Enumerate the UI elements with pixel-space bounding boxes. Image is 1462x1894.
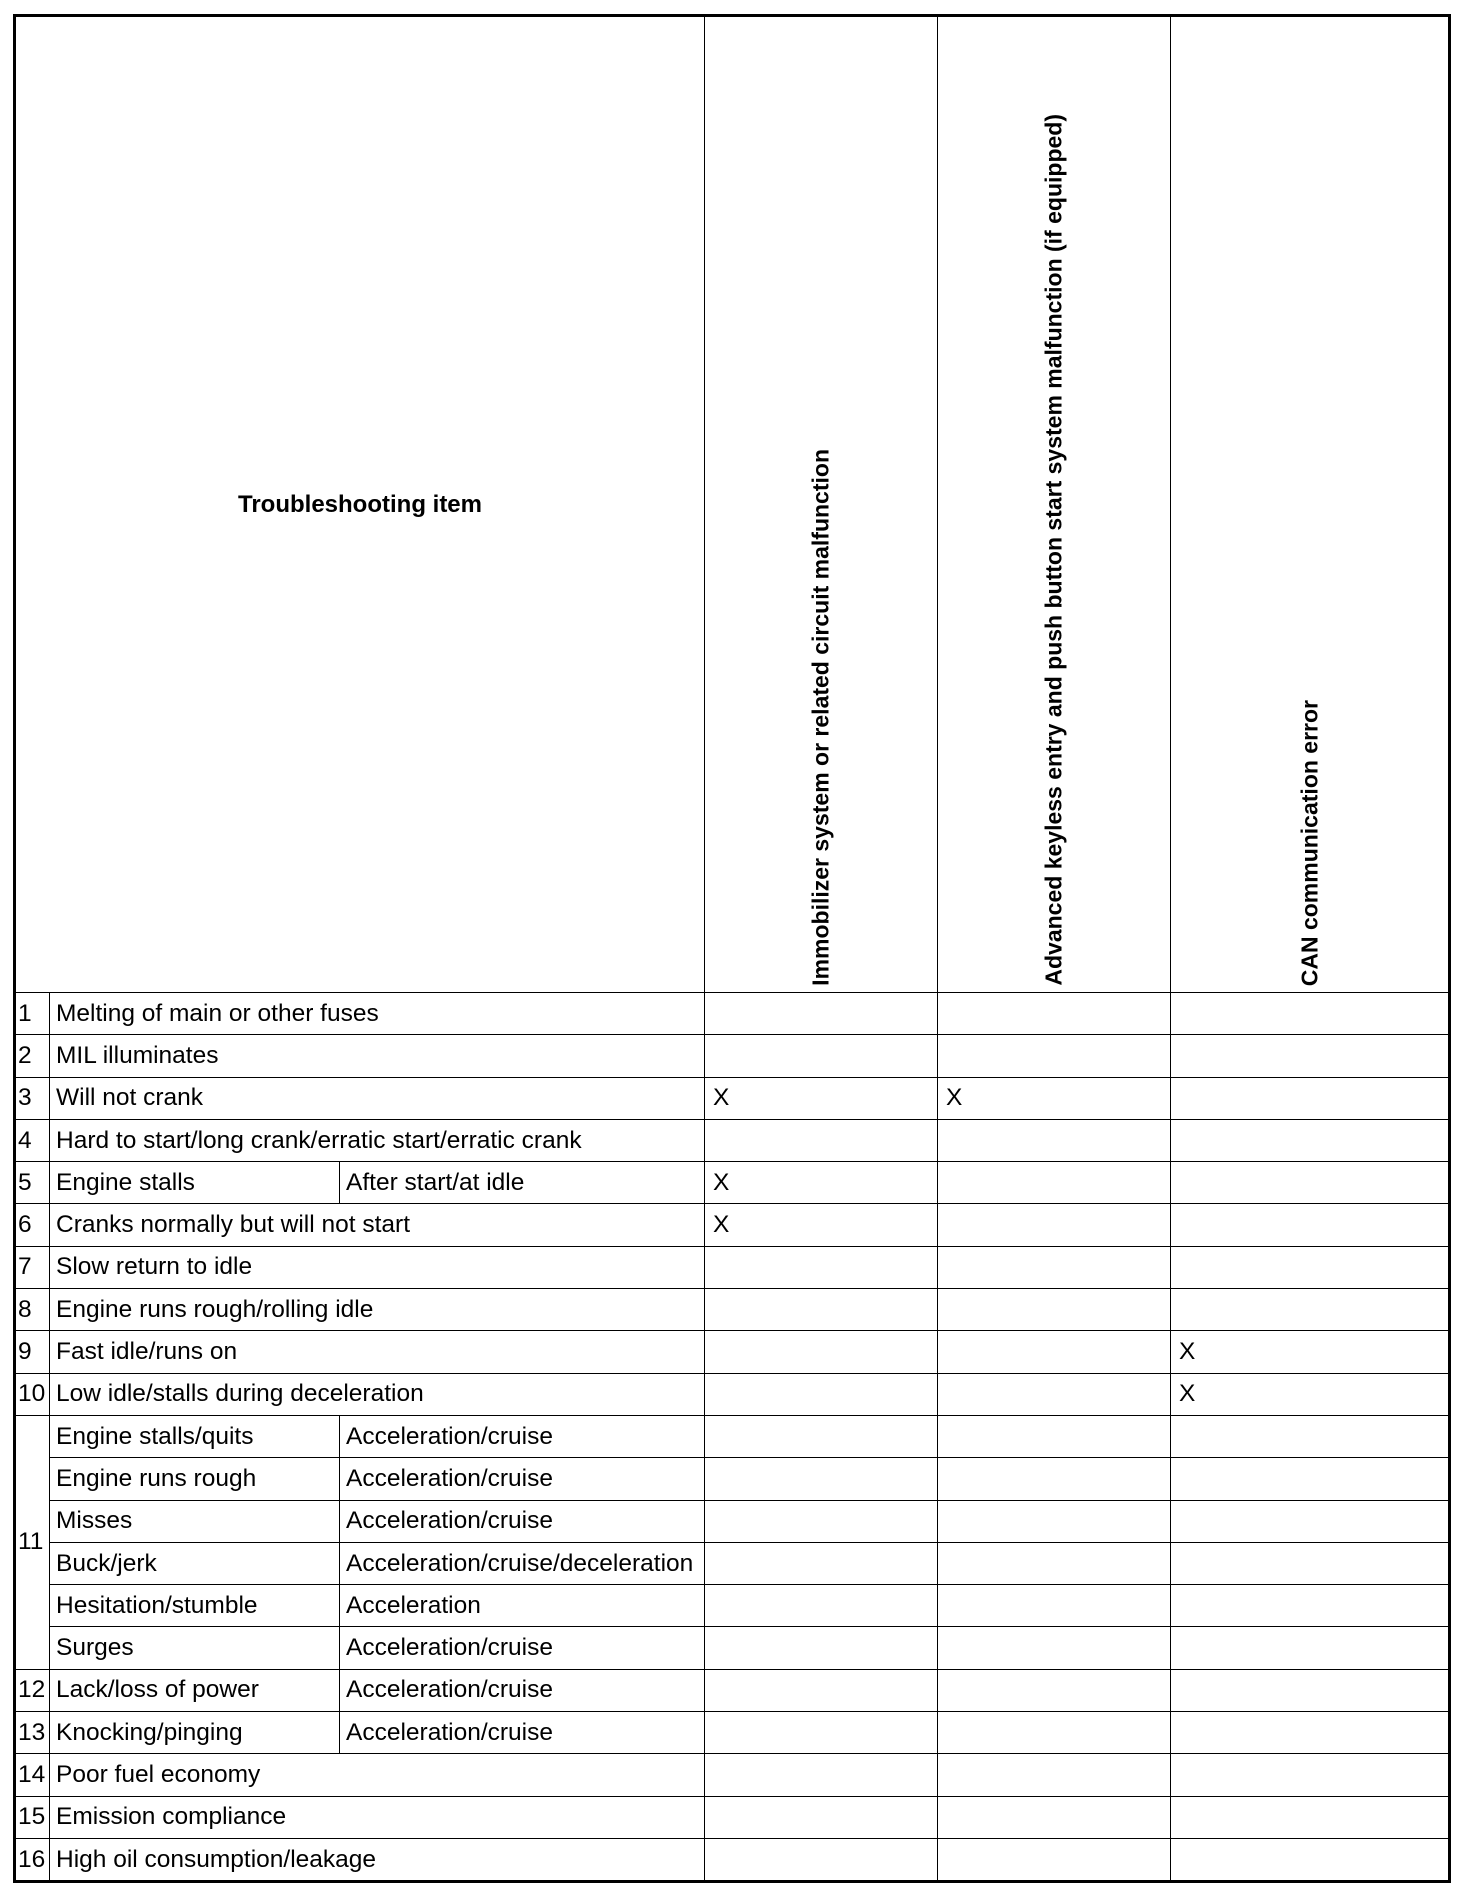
check-mark-cell xyxy=(705,1585,938,1627)
troubleshooting-item: Cranks normally but will not start xyxy=(50,1204,705,1246)
row-number: 1 xyxy=(15,993,50,1035)
check-mark-cell: X xyxy=(938,1077,1171,1119)
troubleshooting-item: Poor fuel economy xyxy=(50,1754,705,1796)
column-header-label: Advanced keyless entry and push button start system malfunction (if equipped) xyxy=(1040,114,1067,986)
check-mark-cell xyxy=(938,1627,1171,1669)
troubleshooting-item: Slow return to idle xyxy=(50,1246,705,1288)
row-number: 5 xyxy=(15,1162,50,1204)
check-mark-cell xyxy=(705,1500,938,1542)
check-mark-cell xyxy=(1171,993,1450,1035)
check-mark-cell xyxy=(705,1669,938,1711)
check-mark-cell xyxy=(938,1415,1171,1457)
row-number: 8 xyxy=(15,1289,50,1331)
check-mark-cell xyxy=(938,1458,1171,1500)
check-mark-cell xyxy=(705,1542,938,1584)
column-header-keyless-entry xyxy=(938,16,1171,993)
check-mark-cell xyxy=(938,1035,1171,1077)
check-mark-cell xyxy=(1171,1838,1450,1881)
check-mark-cell: X xyxy=(705,1204,938,1246)
check-mark-cell xyxy=(938,1119,1171,1161)
troubleshooting-item: Engine runs rough xyxy=(50,1458,340,1500)
troubleshooting-item: Hesitation/stumble xyxy=(50,1585,340,1627)
column-header-can-communication xyxy=(1171,16,1450,993)
check-mark-cell xyxy=(705,1331,938,1373)
check-mark-cell xyxy=(938,1373,1171,1415)
check-mark-cell xyxy=(1171,1712,1450,1754)
table-row xyxy=(15,993,1450,1035)
table-row xyxy=(15,1500,1450,1542)
check-mark-cell xyxy=(1171,1796,1450,1838)
troubleshooting-item: Misses xyxy=(50,1500,340,1542)
condition: Acceleration/cruise xyxy=(340,1627,705,1669)
check-mark-cell xyxy=(1171,1669,1450,1711)
row-number: 10 xyxy=(15,1373,50,1415)
troubleshooting-item: Fast idle/runs on xyxy=(50,1331,705,1373)
check-mark-cell xyxy=(1171,1162,1450,1204)
row-number: 7 xyxy=(15,1246,50,1288)
check-mark-cell xyxy=(938,1712,1171,1754)
check-mark-cell xyxy=(1171,1289,1450,1331)
row-number: 16 xyxy=(15,1838,50,1881)
row-number: 9 xyxy=(15,1331,50,1373)
troubleshooting-table xyxy=(13,14,1451,1883)
condition: Acceleration/cruise xyxy=(340,1712,705,1754)
table-row xyxy=(15,1331,1450,1373)
check-mark-cell xyxy=(1171,1119,1450,1161)
check-mark-cell xyxy=(705,1712,938,1754)
condition: Acceleration/cruise xyxy=(340,1500,705,1542)
row-number: 4 xyxy=(15,1119,50,1161)
header-row xyxy=(15,16,1450,993)
check-mark-cell xyxy=(1171,1627,1450,1669)
check-mark-cell xyxy=(938,1669,1171,1711)
check-mark-cell xyxy=(938,1289,1171,1331)
row-number: 15 xyxy=(15,1796,50,1838)
check-mark-cell xyxy=(938,1796,1171,1838)
check-mark-cell xyxy=(1171,1542,1450,1584)
troubleshooting-item: Will not crank xyxy=(50,1077,705,1119)
check-mark-cell xyxy=(1171,1077,1450,1119)
table-row xyxy=(15,1204,1450,1246)
check-mark-cell xyxy=(938,1754,1171,1796)
troubleshooting-item: Low idle/stalls during deceleration xyxy=(50,1373,705,1415)
condition: Acceleration xyxy=(340,1585,705,1627)
table-row xyxy=(15,1627,1450,1669)
check-mark-cell xyxy=(705,1289,938,1331)
check-mark-cell xyxy=(1171,1415,1450,1457)
check-mark-cell xyxy=(705,1458,938,1500)
troubleshooting-item-header: Troubleshooting item xyxy=(15,16,705,993)
table-row xyxy=(15,1119,1450,1161)
check-mark-cell: X xyxy=(705,1077,938,1119)
check-mark-cell xyxy=(705,1246,938,1288)
check-mark-cell xyxy=(705,993,938,1035)
troubleshooting-item: Engine runs rough/rolling idle xyxy=(50,1289,705,1331)
check-mark-cell: X xyxy=(1171,1331,1450,1373)
check-mark-cell xyxy=(938,1246,1171,1288)
check-mark-cell xyxy=(1171,1500,1450,1542)
condition: Acceleration/cruise xyxy=(340,1669,705,1711)
check-mark-cell xyxy=(938,1838,1171,1881)
column-header-immobilizer xyxy=(705,16,938,993)
table-row xyxy=(15,1162,1450,1204)
check-mark-cell: X xyxy=(1171,1373,1450,1415)
table-row xyxy=(15,1373,1450,1415)
table-row xyxy=(15,1796,1450,1838)
check-mark-cell xyxy=(1171,1246,1450,1288)
condition: After start/at idle xyxy=(340,1162,705,1204)
troubleshooting-item: Hard to start/long crank/erratic start/erratic crank xyxy=(50,1119,705,1161)
column-header-label: Immobilizer system or related circuit malfunction xyxy=(807,449,834,986)
check-mark-cell xyxy=(938,1542,1171,1584)
check-mark-cell xyxy=(705,1119,938,1161)
table-row xyxy=(15,1838,1450,1881)
table-row xyxy=(15,1077,1450,1119)
troubleshooting-item: Knocking/pinging xyxy=(50,1712,340,1754)
troubleshooting-item: MIL illuminates xyxy=(50,1035,705,1077)
check-mark-cell xyxy=(1171,1585,1450,1627)
check-mark-cell xyxy=(938,993,1171,1035)
table-row xyxy=(15,1035,1450,1077)
table-row xyxy=(15,1458,1450,1500)
row-number: 14 xyxy=(15,1754,50,1796)
table-row xyxy=(15,1415,1450,1457)
check-mark-cell xyxy=(1171,1204,1450,1246)
table-row xyxy=(15,1585,1450,1627)
condition: Acceleration/cruise/deceleration xyxy=(340,1542,705,1584)
check-mark-cell xyxy=(705,1373,938,1415)
troubleshooting-item: Engine stalls xyxy=(50,1162,340,1204)
row-number: 3 xyxy=(15,1077,50,1119)
check-mark-cell: X xyxy=(705,1162,938,1204)
check-mark-cell xyxy=(705,1838,938,1881)
check-mark-cell xyxy=(705,1415,938,1457)
check-mark-cell xyxy=(938,1204,1171,1246)
row-number: 13 xyxy=(15,1712,50,1754)
table-row xyxy=(15,1669,1450,1711)
condition: Acceleration/cruise xyxy=(340,1458,705,1500)
row-number: 6 xyxy=(15,1204,50,1246)
condition: Acceleration/cruise xyxy=(340,1415,705,1457)
row-number: 12 xyxy=(15,1669,50,1711)
check-mark-cell xyxy=(938,1331,1171,1373)
check-mark-cell xyxy=(705,1796,938,1838)
table-row xyxy=(15,1246,1450,1288)
troubleshooting-item: Surges xyxy=(50,1627,340,1669)
check-mark-cell xyxy=(705,1754,938,1796)
check-mark-cell xyxy=(1171,1458,1450,1500)
table-row xyxy=(15,1712,1450,1754)
table-row xyxy=(15,1542,1450,1584)
troubleshooting-item: Melting of main or other fuses xyxy=(50,993,705,1035)
troubleshooting-item: Engine stalls/quits xyxy=(50,1415,340,1457)
check-mark-cell xyxy=(938,1162,1171,1204)
check-mark-cell xyxy=(705,1627,938,1669)
check-mark-cell xyxy=(938,1500,1171,1542)
row-number: 2 xyxy=(15,1035,50,1077)
troubleshooting-item: Lack/loss of power xyxy=(50,1669,340,1711)
table-row xyxy=(15,1754,1450,1796)
troubleshooting-item: Emission compliance xyxy=(50,1796,705,1838)
row-number: 11 xyxy=(15,1415,50,1669)
column-header-label: CAN communication error xyxy=(1296,699,1322,986)
table-row xyxy=(15,1289,1450,1331)
check-mark-cell xyxy=(705,1035,938,1077)
check-mark-cell xyxy=(1171,1754,1450,1796)
troubleshooting-item: High oil consumption/leakage xyxy=(50,1838,705,1881)
troubleshooting-item: Buck/jerk xyxy=(50,1542,340,1584)
check-mark-cell xyxy=(1171,1035,1450,1077)
check-mark-cell xyxy=(938,1585,1171,1627)
